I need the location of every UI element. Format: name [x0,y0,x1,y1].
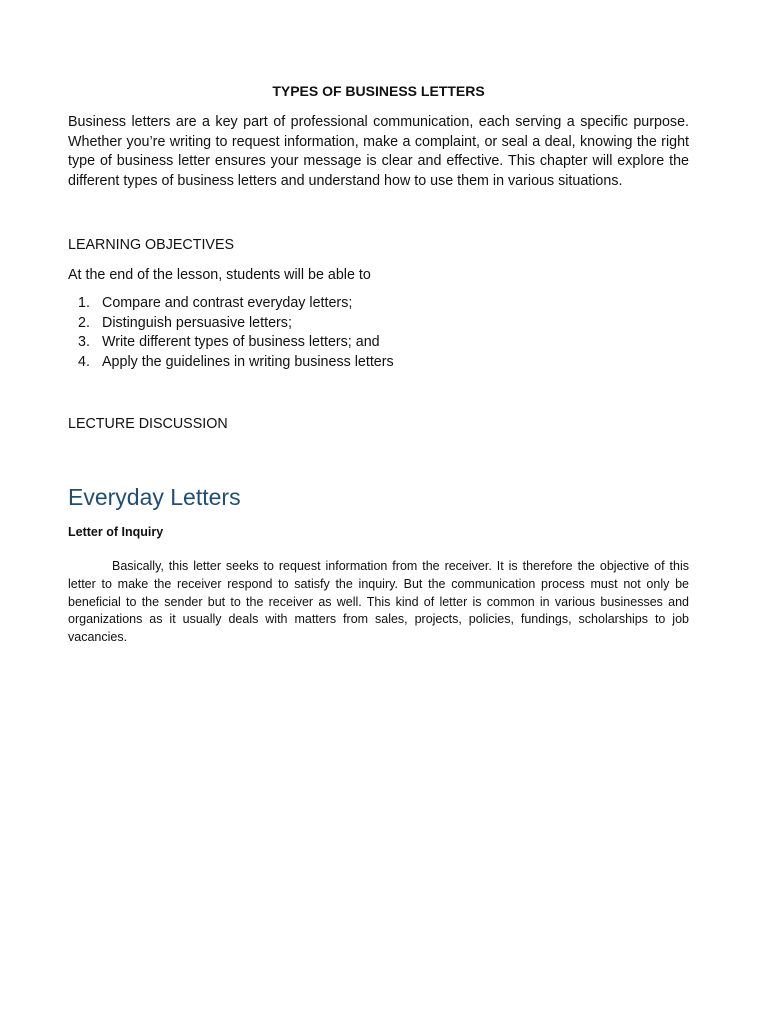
list-item-text: Apply the guidelines in writing business letters [102,353,394,370]
objectives-lead: At the end of the lesson, students will be able to [68,267,371,283]
document-page [68,82,689,647]
list-item [68,333,689,353]
list-item-text: Compare and contrast everyday letters; [102,295,353,311]
letter-of-inquiry-heading: Letter of Inquiry [68,525,164,539]
list-item-text: Write different types of business letters; and [102,334,380,350]
lecture-discussion-heading: LECTURE DISCUSSION [68,416,228,432]
list-item-number: 2. [78,314,90,331]
list-item-text: Distinguish persuasive letters; [102,314,292,331]
document-title: TYPES OF BUSINESS LETTERS [272,83,485,99]
list-item-number: 3. [78,334,90,350]
list-item-number: 1. [78,295,90,311]
list-item [68,314,689,334]
objectives-list [68,294,689,372]
list-item [68,353,689,373]
learning-objectives-heading: LEARNING OBJECTIVES [68,237,235,253]
list-item-number: 4. [78,353,90,370]
letter-of-inquiry-paragraph: Basically, this letter seeks to request information from the receiver. It is therefore the objective of this letter to make the receiver respond to satisfy the inquiry. But the communication process must not only be beneficial to the sender but to the receiver as well. This kind of letter is common in various businesses and organizations as it usually deals with matters from sales, projects, policies, fundings, scholarships to job vacancies. [68,559,689,645]
everyday-letters-heading: Everyday Letters [68,484,241,510]
intro-paragraph: Business letters are a key part of professional communication, each serving a specific purpose. Whether you’re writing to request information, make a complaint, or seal a deal, knowing the right type of business letter ensures your message is clear and effective. This chapter will explore the different types of business letters and understand how to use them in various situations. [68,114,689,189]
list-item [68,294,689,314]
